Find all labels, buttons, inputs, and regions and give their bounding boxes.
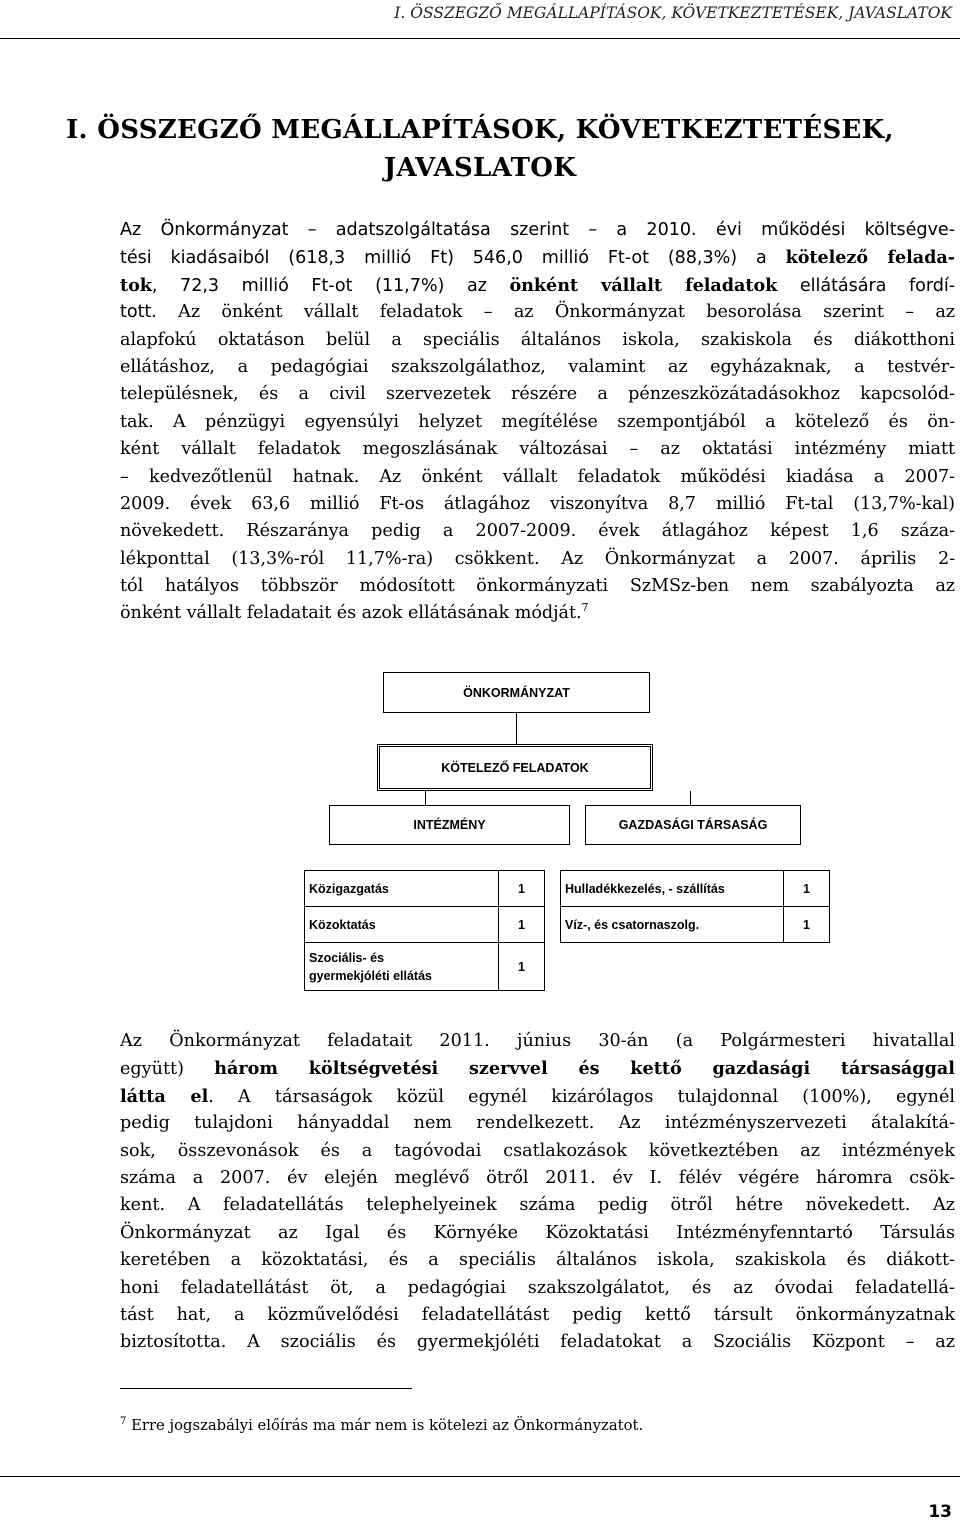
p2-line: pedig tulajdoni hányaddal nem rendelkezett. Az intézményszervezeti átalakítá- bbox=[120, 1113, 955, 1134]
p1-text: önként vállalt feladatait és azok ellátásának módját. bbox=[120, 603, 582, 624]
paragraph-2 bbox=[120, 1028, 955, 1357]
p1-line bbox=[120, 272, 955, 299]
p1-line bbox=[120, 600, 955, 627]
p2-line: honi feladatellátást öt, a pedagógiai szakszolgálatot, és az óvodai feladatellá- bbox=[120, 1277, 955, 1298]
footnote-separator bbox=[120, 1388, 412, 1389]
p2-line: biztosította. A szociális és gyermekjóléti feladatokat a Szociális Központ – az bbox=[120, 1332, 955, 1353]
p1-bold: önként vállalt feladatok bbox=[509, 274, 778, 296]
p2-line: sok, összevonások és a tagóvodai csatlakozások következtében az intézmények bbox=[120, 1140, 955, 1161]
p1-line: ellátáshoz, a pedagógiai szakszolgálathoz, valamint az egyházaknak, a testvér- bbox=[120, 356, 955, 377]
table-cell-count: 1 bbox=[499, 907, 545, 943]
table-row bbox=[305, 943, 545, 991]
p1-line: Az Önkormányzat – adatszolgáltatása szerint – a 2010. évi működési költségve- bbox=[120, 220, 955, 240]
table-row bbox=[305, 871, 545, 907]
table-cell-label: Közigazgatás bbox=[305, 871, 499, 907]
footnote-reference[interactable]: 7 bbox=[581, 601, 589, 615]
table-cell-count: 1 bbox=[499, 871, 545, 907]
p2-line bbox=[120, 1083, 955, 1110]
p2-line bbox=[120, 1055, 955, 1082]
orgchart-connector bbox=[516, 713, 517, 744]
intezmeny-table bbox=[304, 870, 545, 991]
table-cell-count: 1 bbox=[784, 871, 830, 907]
p2-text: együtt) bbox=[120, 1059, 215, 1080]
page-number: 13 bbox=[928, 1502, 952, 1522]
p1-line: tól hatályos többször módosított önkormányzati SzMSz-ben nem szabályozta az bbox=[120, 576, 955, 597]
p1-text: , 72,3 millió Ft-ot (11,7%) az bbox=[151, 275, 510, 296]
p1-text: tési kiadásaiból (618,3 millió Ft) 546,0 millió Ft-ot (88,3%) a bbox=[120, 248, 786, 269]
p2-line: Önkormányzat az Igal és Környéke Közoktatási Intézményfenntartó Társulás bbox=[120, 1222, 955, 1243]
p2-line: tást hat, a közművelődési feladatellátást pedig kettő társult önkormányzatnak bbox=[120, 1304, 955, 1325]
footnote-number: 7 bbox=[120, 1416, 127, 1427]
table-cell-count: 1 bbox=[499, 943, 545, 991]
footnote bbox=[120, 1417, 643, 1434]
table-cell-label: Hulladékkezelés, - szállítás bbox=[561, 871, 784, 907]
p1-bold: kötelező felada- bbox=[785, 247, 955, 269]
chapter-title-line2: JAVASLATOK bbox=[383, 153, 577, 183]
p2-text: . A társaságok közül egynél kizárólagos tulajdonnal (100%), egynél bbox=[208, 1086, 955, 1107]
running-header: I. ÖSSZEGZŐ MEGÁLLAPÍTÁSOK, KÖVETKEZTETÉSEK, JAVASLATOK bbox=[394, 4, 952, 22]
orgchart-box-intezmeny: INTÉZMÉNY bbox=[329, 805, 570, 845]
p1-line bbox=[120, 299, 955, 326]
footnote-text: Erre jogszabályi előírás ma már nem is kötelezi az Önkormányzatot. bbox=[131, 1417, 644, 1434]
p2-bold: három költségvetési szervvel és kettő gazdasági társasággal bbox=[214, 1058, 955, 1080]
chapter-title bbox=[60, 111, 900, 187]
header-rule bbox=[0, 38, 960, 39]
table-cell-label: Közoktatás bbox=[305, 907, 499, 943]
footer-rule bbox=[0, 1476, 960, 1477]
p1-line: – kedvezőtlenül hatnak. Az önként vállalt feladatok működési kiadása a 2007- bbox=[120, 466, 955, 487]
p1-bold: tok bbox=[120, 274, 152, 296]
chapter-title-line1: I. ÖSSZEGZŐ MEGÁLLAPÍTÁSOK, KÖVETKEZTETÉSEK, bbox=[66, 115, 894, 145]
p1-line: ként vállalt feladatok megoszlásának változásai – az oktatási intézmény miatt bbox=[120, 439, 955, 460]
p1-line bbox=[120, 244, 955, 271]
table-row bbox=[561, 907, 830, 943]
p2-bold: látta el bbox=[120, 1085, 209, 1107]
table-cell-label: Víz-, és csatornaszolg. bbox=[561, 907, 784, 943]
p1-line: településnek, és a civil szervezetek részére a pénzeszközátadásokhoz kapcsolód- bbox=[120, 384, 955, 405]
p1-line: 2009. évek 63,6 millió Ft-os átlagához viszonyítva 8,7 millió Ft-tal (13,7%-kal) bbox=[120, 493, 955, 514]
table-row bbox=[305, 907, 545, 943]
p1-text: ellátására fordí- bbox=[777, 275, 955, 296]
p2-line: száma a 2007. év elején meglévő ötről 2011. év I. félév végére háromra csök- bbox=[120, 1167, 955, 1188]
orgchart-box-gazdasagi-tarsasag: GAZDASÁGI TÁRSASÁG bbox=[585, 805, 801, 845]
p1-line: növekedett. Részaránya pedig a 2007-2009. évek átlagához képest 1,6 száza- bbox=[120, 521, 955, 542]
table-cell-label-line: Szociális- és bbox=[309, 950, 385, 965]
paragraph-1 bbox=[120, 217, 955, 628]
p2-line: Az Önkormányzat feladatait 2011. június 30-án (a Polgármesteri hivatallal bbox=[120, 1031, 955, 1051]
p2-line: kent. A feladatellátás telephelyeinek száma pedig ötről hétre növekedett. Az bbox=[120, 1195, 955, 1216]
p1-text: Az önként vállalt feladatok – az Önkormányzat besorolása szerint – az bbox=[156, 302, 955, 323]
p2-line: keretében a közoktatási, és a speciális általános iskola, szakiskola és diákott- bbox=[120, 1250, 955, 1271]
gazdasagi-tarsasag-table bbox=[560, 870, 830, 943]
orgchart-box-kotelezo-feladatok: KÖTELEZŐ FELADATOK bbox=[377, 744, 653, 791]
table-row bbox=[561, 871, 830, 907]
orgchart-connector bbox=[425, 791, 426, 805]
table-cell-label-line: gyermekjóléti ellátás bbox=[309, 968, 432, 983]
orgchart-connector bbox=[690, 791, 691, 805]
p1-line: alapfokú oktatáson belül a speciális általános iskola, szakiskola és diákotthoni bbox=[120, 329, 955, 350]
table-cell-label bbox=[305, 943, 499, 991]
p1-line: lékponttal (13,3%-ról 11,7%-ra) csökkent. Az Önkormányzat a 2007. április 2- bbox=[120, 548, 955, 569]
p1-text: tott. bbox=[120, 302, 157, 323]
orgchart-box-onkormanyzat: ÖNKORMÁNYZAT bbox=[383, 672, 650, 713]
table-cell-count: 1 bbox=[784, 907, 830, 943]
p1-line: tak. A pénzügyi egyensúlyi helyzet megítélése szempontjából a kötelező és ön- bbox=[120, 411, 955, 432]
